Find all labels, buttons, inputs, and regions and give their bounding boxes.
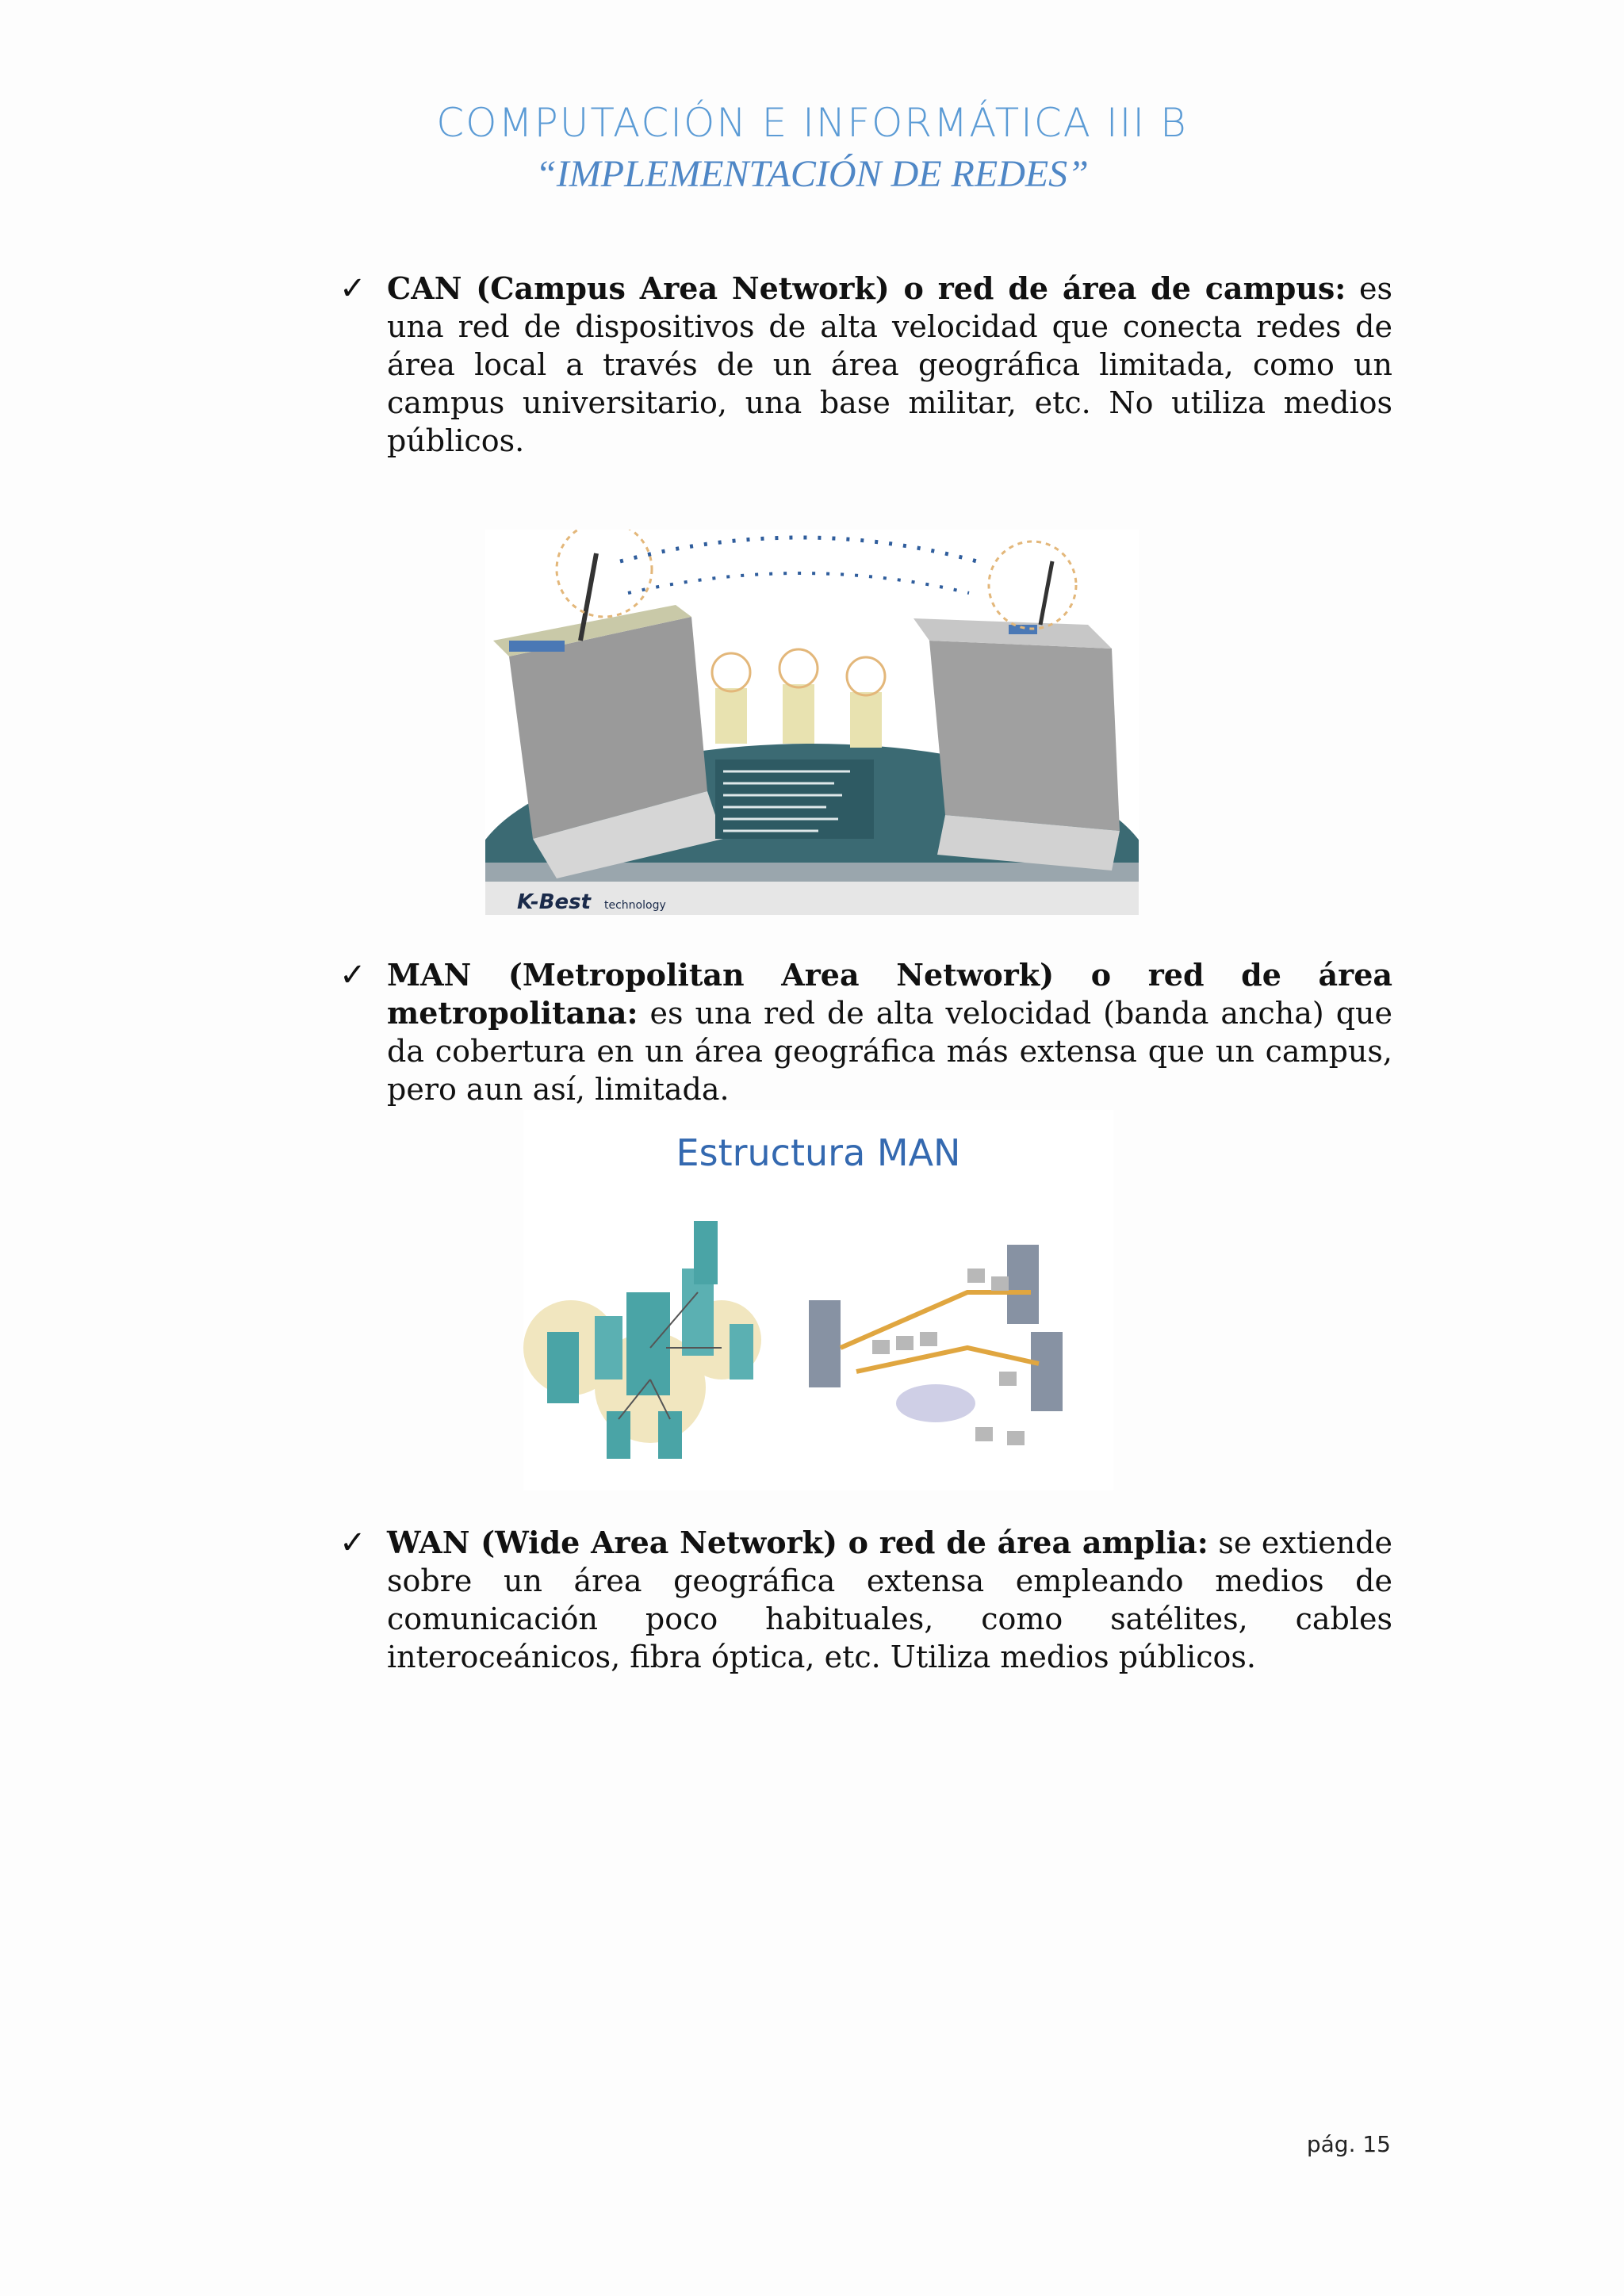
- checkmark-icon: ✓: [339, 957, 366, 993]
- page-header: [0, 95, 1624, 198]
- list-item-can: [339, 270, 1392, 460]
- man-term: MAN (Metropolitan Area Network) o red de área metropolitana:: [387, 957, 1392, 1031]
- checkmark-icon: ✓: [339, 1525, 366, 1561]
- wan-paragraph: [387, 1524, 1392, 1676]
- can-logo: K-Best: [517, 890, 592, 914]
- document-subtitle: “IMPLEMENTACIÓN DE REDES”: [535, 153, 1089, 195]
- can-description: es una red de dispositivos de alta velocidad que conecta redes de área local a través de un área geográfica limitada, como un campus universitario, una base militar, etc. No utiliza medios públicos.: [387, 271, 1392, 458]
- page-number: pág. 15: [1306, 2131, 1391, 2157]
- checkmark-icon: ✓: [339, 270, 366, 307]
- list-item-wan: [339, 1524, 1392, 1676]
- man-structure-image: [523, 1110, 1113, 1490]
- can-paragraph: [387, 270, 1392, 460]
- man-description: es una red de alta velocidad (banda ancha) que da cobertura en un área geográfica más extensa que un campus, pero aun así, limitada.: [387, 996, 1392, 1107]
- man-paragraph: [387, 956, 1392, 1108]
- wan-term: WAN (Wide Area Network) o red de área amplia:: [387, 1525, 1208, 1560]
- wan-description: se extiende sobre un área geográfica extensa empleando medios de comunicación poco habituales, como satélites, cables interoceánicos, fibra óptica, etc. Utiliza medios públicos.: [387, 1525, 1392, 1674]
- man-image-title: Estructura MAN: [676, 1131, 961, 1174]
- can-logo-sub: technology: [604, 899, 666, 912]
- can-network-image: [485, 530, 1139, 915]
- can-term: CAN (Campus Area Network) o red de área de campus:: [387, 270, 1346, 306]
- document-title: COMPUTACIÓN E INFORMÁTICA III B: [436, 100, 1188, 146]
- list-item-man: [339, 956, 1392, 1108]
